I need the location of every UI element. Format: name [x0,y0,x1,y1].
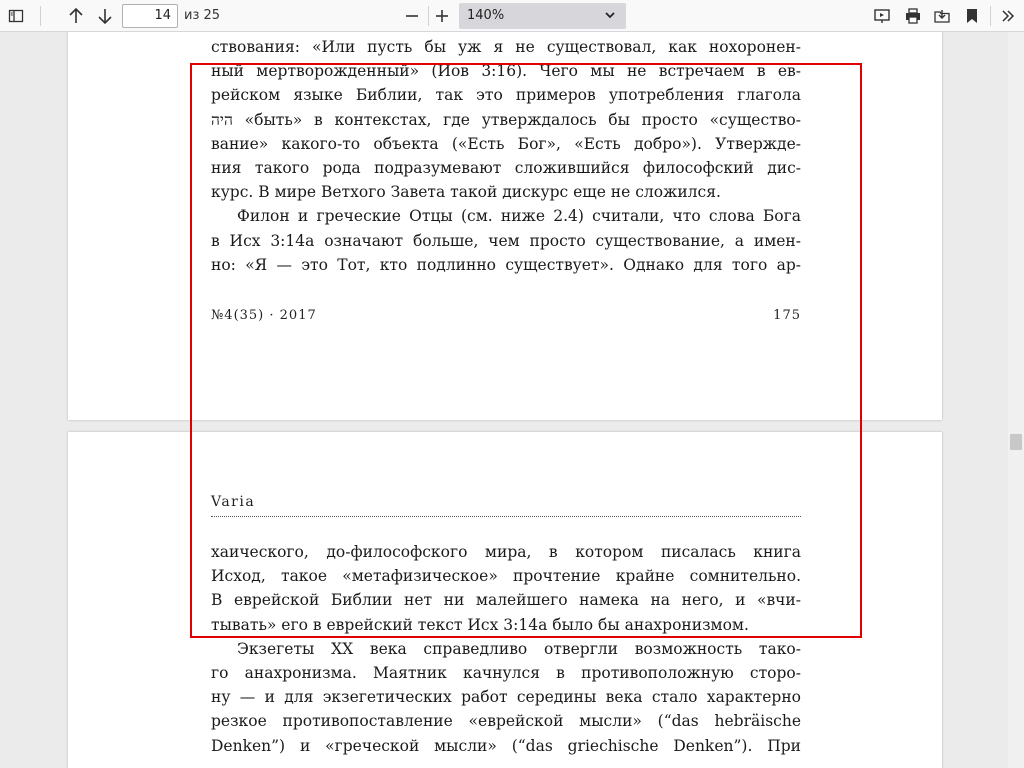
more-tools-button[interactable] [996,4,1020,28]
running-header: Varia [211,494,801,517]
page-number: 175 [773,308,801,323]
arrow-down-icon [96,7,114,25]
text-line: Филон и греческие Отцы (см. ниже 2.4) считали, что слова Бога [237,207,801,226]
text-line: тывать» его в еврейский текст Исх 3:14a было бы анахронизмом. [211,615,749,634]
toolbar-separator [428,6,429,26]
page-number-input[interactable]: 14 [122,4,178,28]
double-chevron-right-icon [1000,8,1016,24]
zoom-select[interactable] [459,3,626,29]
toolbar-separator [40,6,41,26]
text-line: היה «быть» в контекстах, где утверждалось бы просто «существо- [211,110,801,129]
text-line: Экзегеты XX века справедливо отвергли возможность тако- [237,639,801,658]
text-line: ный мертворожденный» (Иов 3:16). Чего мы не встречаем в ев- [211,62,801,81]
download-folder-icon [933,7,951,25]
page-count-label: из 25 [184,8,221,23]
next-page-button[interactable] [93,4,117,28]
text-line: го анахронизма. Маятник качнулся в противоположную сторо- [211,663,801,682]
presentation-icon [873,7,891,25]
issue-label: №4(35) · 2017 [211,308,317,323]
text-line: ствования: «Или пусть бы уж я не существовал, как нохоронен- [211,38,801,56]
text-line: курс. В мире Ветхого Завета такой дискурс еще не сложился. [211,183,721,202]
scrollbar-thumb[interactable] [1010,434,1022,450]
page-body-text [211,35,801,277]
text-line: рейском языке Библии, так это примеров употребления глагола [211,86,801,105]
printer-icon [904,7,922,25]
bookmark-icon [964,7,980,25]
print-button[interactable] [901,4,925,28]
text-line: Denken”) и «греческой мысли» (“das griechische Denken”). При [211,736,801,755]
text-line: В еврейской Библии нет ни малейшего намека на него, и «вчи- [211,591,801,610]
pdf-toolbar [0,0,1024,32]
text-line: но: «Я — это Тот, кто подлинно существует». Однако для того ар- [211,255,801,274]
zoom-out-button[interactable] [400,4,424,28]
document-viewer[interactable] [0,32,1024,768]
text-line: ну — и для экзегетических работ середины века стало характерно [211,688,801,707]
pdf-page-176 [68,432,942,768]
presentation-mode-button[interactable] [870,4,894,28]
page-body-text [211,540,801,758]
arrow-up-icon [67,7,85,25]
zoom-value: 140% [467,8,505,23]
text-line: Исход, такое «метафизическое» прочтение крайне сомнительно. [211,567,801,586]
minus-icon [404,8,420,24]
sidebar-toggle-icon[interactable] [4,4,28,28]
text-line: резкое противопоставление «еврейской мысли» (“das hebräische [211,712,801,731]
plus-icon [434,8,450,24]
text-line: ния такого рода подразумевают сложившийся философский дис- [211,158,801,177]
previous-page-button[interactable] [64,4,88,28]
text-line: вание» какого-то объекта («Есть Бог», «Есть добро»). Утвержде- [211,134,801,153]
zoom-in-button[interactable] [430,4,454,28]
toolbar-separator [990,6,991,26]
bookmark-button[interactable] [960,4,984,28]
page-footer [211,308,801,323]
vertical-scrollbar[interactable] [1008,32,1024,768]
text-line: хаического, до-философского мира, в котором писалась книга [211,543,801,561]
text-line: в Исх 3:14a означают больше, чем просто существование, а имен- [211,231,801,250]
save-button[interactable] [930,4,954,28]
pdf-page-175 [68,32,942,420]
